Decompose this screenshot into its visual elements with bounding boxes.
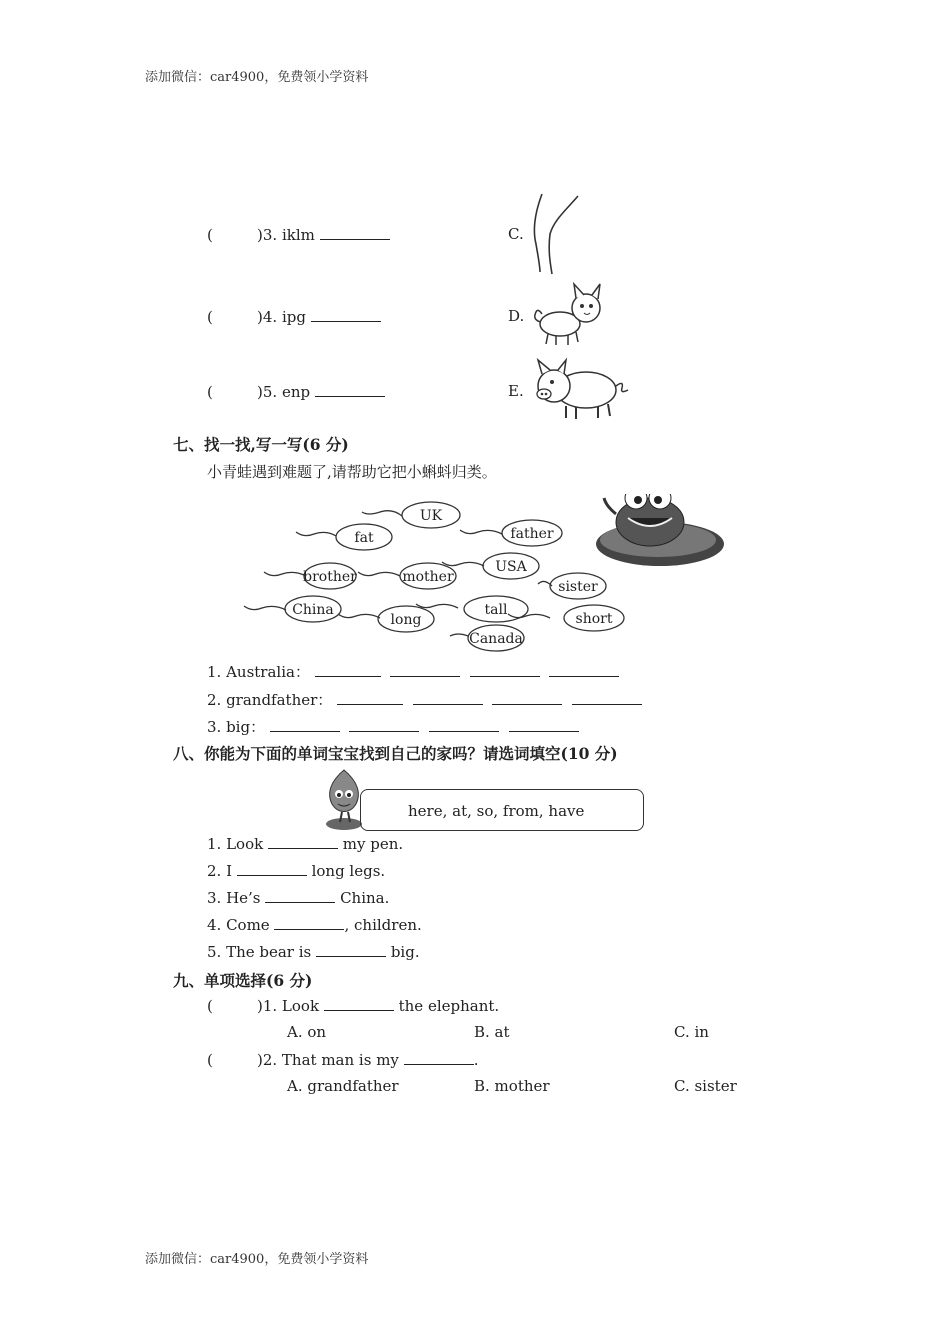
tadpole-canada: Canada — [469, 631, 523, 647]
mcq-2-option-b[interactable]: B. mother — [474, 1077, 550, 1095]
fill-sentence-3: 3. He’s China. — [207, 889, 390, 907]
mcq-2-option-a[interactable]: A. grandfather — [287, 1077, 399, 1095]
footer-watermark: 添加微信：car4900，免费领小学资料 — [145, 1252, 369, 1267]
tadpole-fat: fat — [354, 530, 374, 546]
mcq-1-option-b[interactable]: B. at — [474, 1023, 510, 1041]
tadpole-diagram — [240, 494, 740, 656]
answer-blank[interactable] — [429, 717, 499, 732]
part8-title: 八、你能为下面的单词宝宝找到自己的家吗？请选词填空(10 分) — [173, 744, 618, 763]
answer-row-2: 2. grandfather： — [207, 689, 642, 710]
tadpole-short: short — [575, 611, 613, 627]
answer-blank[interactable] — [509, 717, 579, 732]
match-row-3: ( )3. iklm — [207, 225, 390, 244]
mcq-1-option-c[interactable]: C. in — [674, 1023, 709, 1041]
tadpole-mother: mother — [402, 569, 454, 585]
pig-picture — [530, 354, 630, 424]
scrambled-word: enp — [281, 383, 311, 401]
answer-blank[interactable] — [470, 662, 540, 677]
answer-blank[interactable] — [315, 662, 381, 677]
match-row-4: ( )4. ipg — [207, 307, 381, 326]
cat-picture — [532, 280, 612, 350]
answer-blank[interactable] — [311, 307, 381, 322]
answer-blank[interactable] — [324, 996, 394, 1011]
part7-instruction: 小青蛙遇到难题了,请帮助它把小蝌蚪归类。 — [207, 463, 497, 481]
option-letter-d: D. — [508, 307, 525, 325]
frog-picture — [596, 494, 724, 566]
tadpole-long: long — [390, 612, 422, 628]
header-watermark: 添加微信：car4900，免费领小学资料 — [145, 70, 369, 85]
tadpole-usa: USA — [495, 559, 527, 575]
answer-blank[interactable] — [237, 861, 307, 876]
tadpole-sister: sister — [558, 579, 598, 595]
tadpole-china: China — [292, 602, 334, 618]
tadpole-father: father — [510, 526, 554, 542]
mcq-2-option-c[interactable]: C. sister — [674, 1077, 737, 1095]
fill-sentence-5: 5. The bear is big. — [207, 943, 420, 961]
answer-blank[interactable] — [413, 690, 483, 705]
part9-title: 九、单项选择(6 分) — [173, 971, 313, 990]
answer-blank[interactable] — [349, 717, 419, 732]
answer-blank[interactable] — [274, 915, 344, 930]
answer-blank[interactable] — [549, 662, 619, 677]
answer-blank[interactable] — [315, 382, 385, 397]
fill-sentence-1: 1. Look my pen. — [207, 835, 404, 853]
answer-blank[interactable] — [320, 225, 390, 240]
answer-row-3: 3. big： — [207, 716, 579, 737]
answer-blank[interactable] — [572, 690, 642, 705]
word-bank: here, at, so, from, have — [408, 802, 585, 820]
answer-blank[interactable] — [337, 690, 403, 705]
tadpole-brother: brother — [303, 569, 357, 585]
fill-sentence-4: 4. Come , children. — [207, 916, 422, 934]
answer-blank[interactable] — [270, 717, 340, 732]
match-row-5: ( )5. enp — [207, 382, 385, 401]
answer-row-1: 1. Australia： — [207, 661, 619, 682]
tadpole-uk: UK — [419, 508, 443, 524]
mcq-1-option-a[interactable]: A. on — [287, 1023, 327, 1041]
mcq-2-stem: ( )2. That man is my . — [207, 1051, 479, 1069]
part7-title: 七、找一找,写一写(6 分) — [173, 435, 349, 454]
answer-blank[interactable] — [316, 942, 386, 957]
scrambled-word: iklm — [281, 226, 315, 244]
leg-picture — [528, 190, 588, 276]
mcq-1-stem: ( )1. Look the elephant. — [207, 997, 500, 1015]
option-letter-e: E. — [508, 382, 524, 400]
answer-blank[interactable] — [265, 888, 335, 903]
option-letter-c: C. — [508, 225, 524, 243]
fill-sentence-2: 2. I long legs. — [207, 862, 386, 880]
answer-blank[interactable] — [268, 834, 338, 849]
answer-blank[interactable] — [390, 662, 460, 677]
tadpole-tall: tall — [484, 602, 508, 618]
scrambled-word: ipg — [281, 308, 306, 326]
answer-blank[interactable] — [404, 1050, 474, 1065]
answer-blank[interactable] — [492, 690, 562, 705]
